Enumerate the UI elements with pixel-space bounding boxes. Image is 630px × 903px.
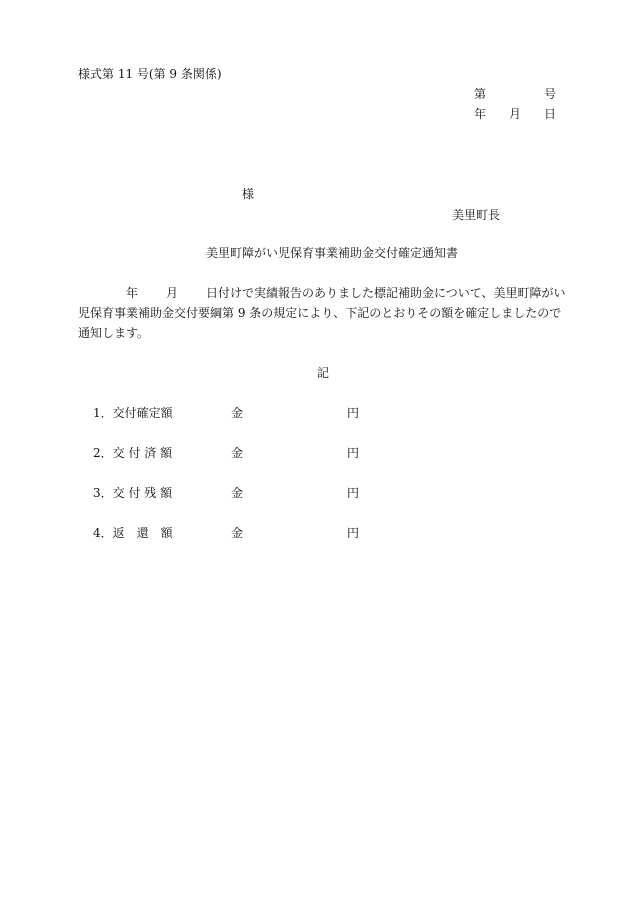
addressee-suffix: 様 bbox=[242, 187, 255, 201]
item-kin: 金 bbox=[231, 526, 244, 540]
ki-heading: 記 bbox=[317, 366, 330, 380]
list-item bbox=[93, 405, 373, 421]
item-label: 1．交付確定額 bbox=[93, 406, 173, 420]
issuer: 美里町長 bbox=[452, 208, 501, 222]
item-kin: 金 bbox=[231, 446, 244, 460]
date-month: 月 bbox=[509, 107, 522, 121]
item-yen: 円 bbox=[347, 526, 360, 540]
item-label: 2．交 付 済 額 bbox=[93, 446, 173, 460]
item-yen: 円 bbox=[347, 486, 360, 500]
item-label: 3．交 付 残 額 bbox=[93, 486, 173, 500]
item-kin: 金 bbox=[231, 486, 244, 500]
item-yen: 円 bbox=[347, 446, 360, 460]
body-month: 月 bbox=[166, 286, 179, 300]
item-kin: 金 bbox=[231, 406, 244, 420]
number-suffix: 号 bbox=[544, 87, 557, 101]
body-text: 日付けで実績報告のありました標記補助金について、美里町障がい児保育事業補助金交付要綱第 9 条の規定により、下記のとおりその額を確定しましたので通知します。 bbox=[78, 286, 566, 340]
date-year: 年 bbox=[474, 107, 487, 121]
item-label: 4．返 還 額 bbox=[93, 526, 173, 540]
list-item bbox=[93, 525, 373, 541]
body-year: 年 bbox=[126, 286, 139, 300]
list-item bbox=[93, 485, 373, 501]
body-paragraph bbox=[78, 283, 572, 343]
item-yen: 円 bbox=[347, 406, 360, 420]
date-day: 日 bbox=[544, 107, 557, 121]
form-label: 様式第 11 号(第 9 条関係) bbox=[78, 67, 222, 81]
list-item bbox=[93, 445, 373, 461]
notice-title: 美里町障がい児保育事業補助金交付確定通知書 bbox=[206, 246, 459, 260]
number-prefix: 第 bbox=[474, 87, 487, 101]
